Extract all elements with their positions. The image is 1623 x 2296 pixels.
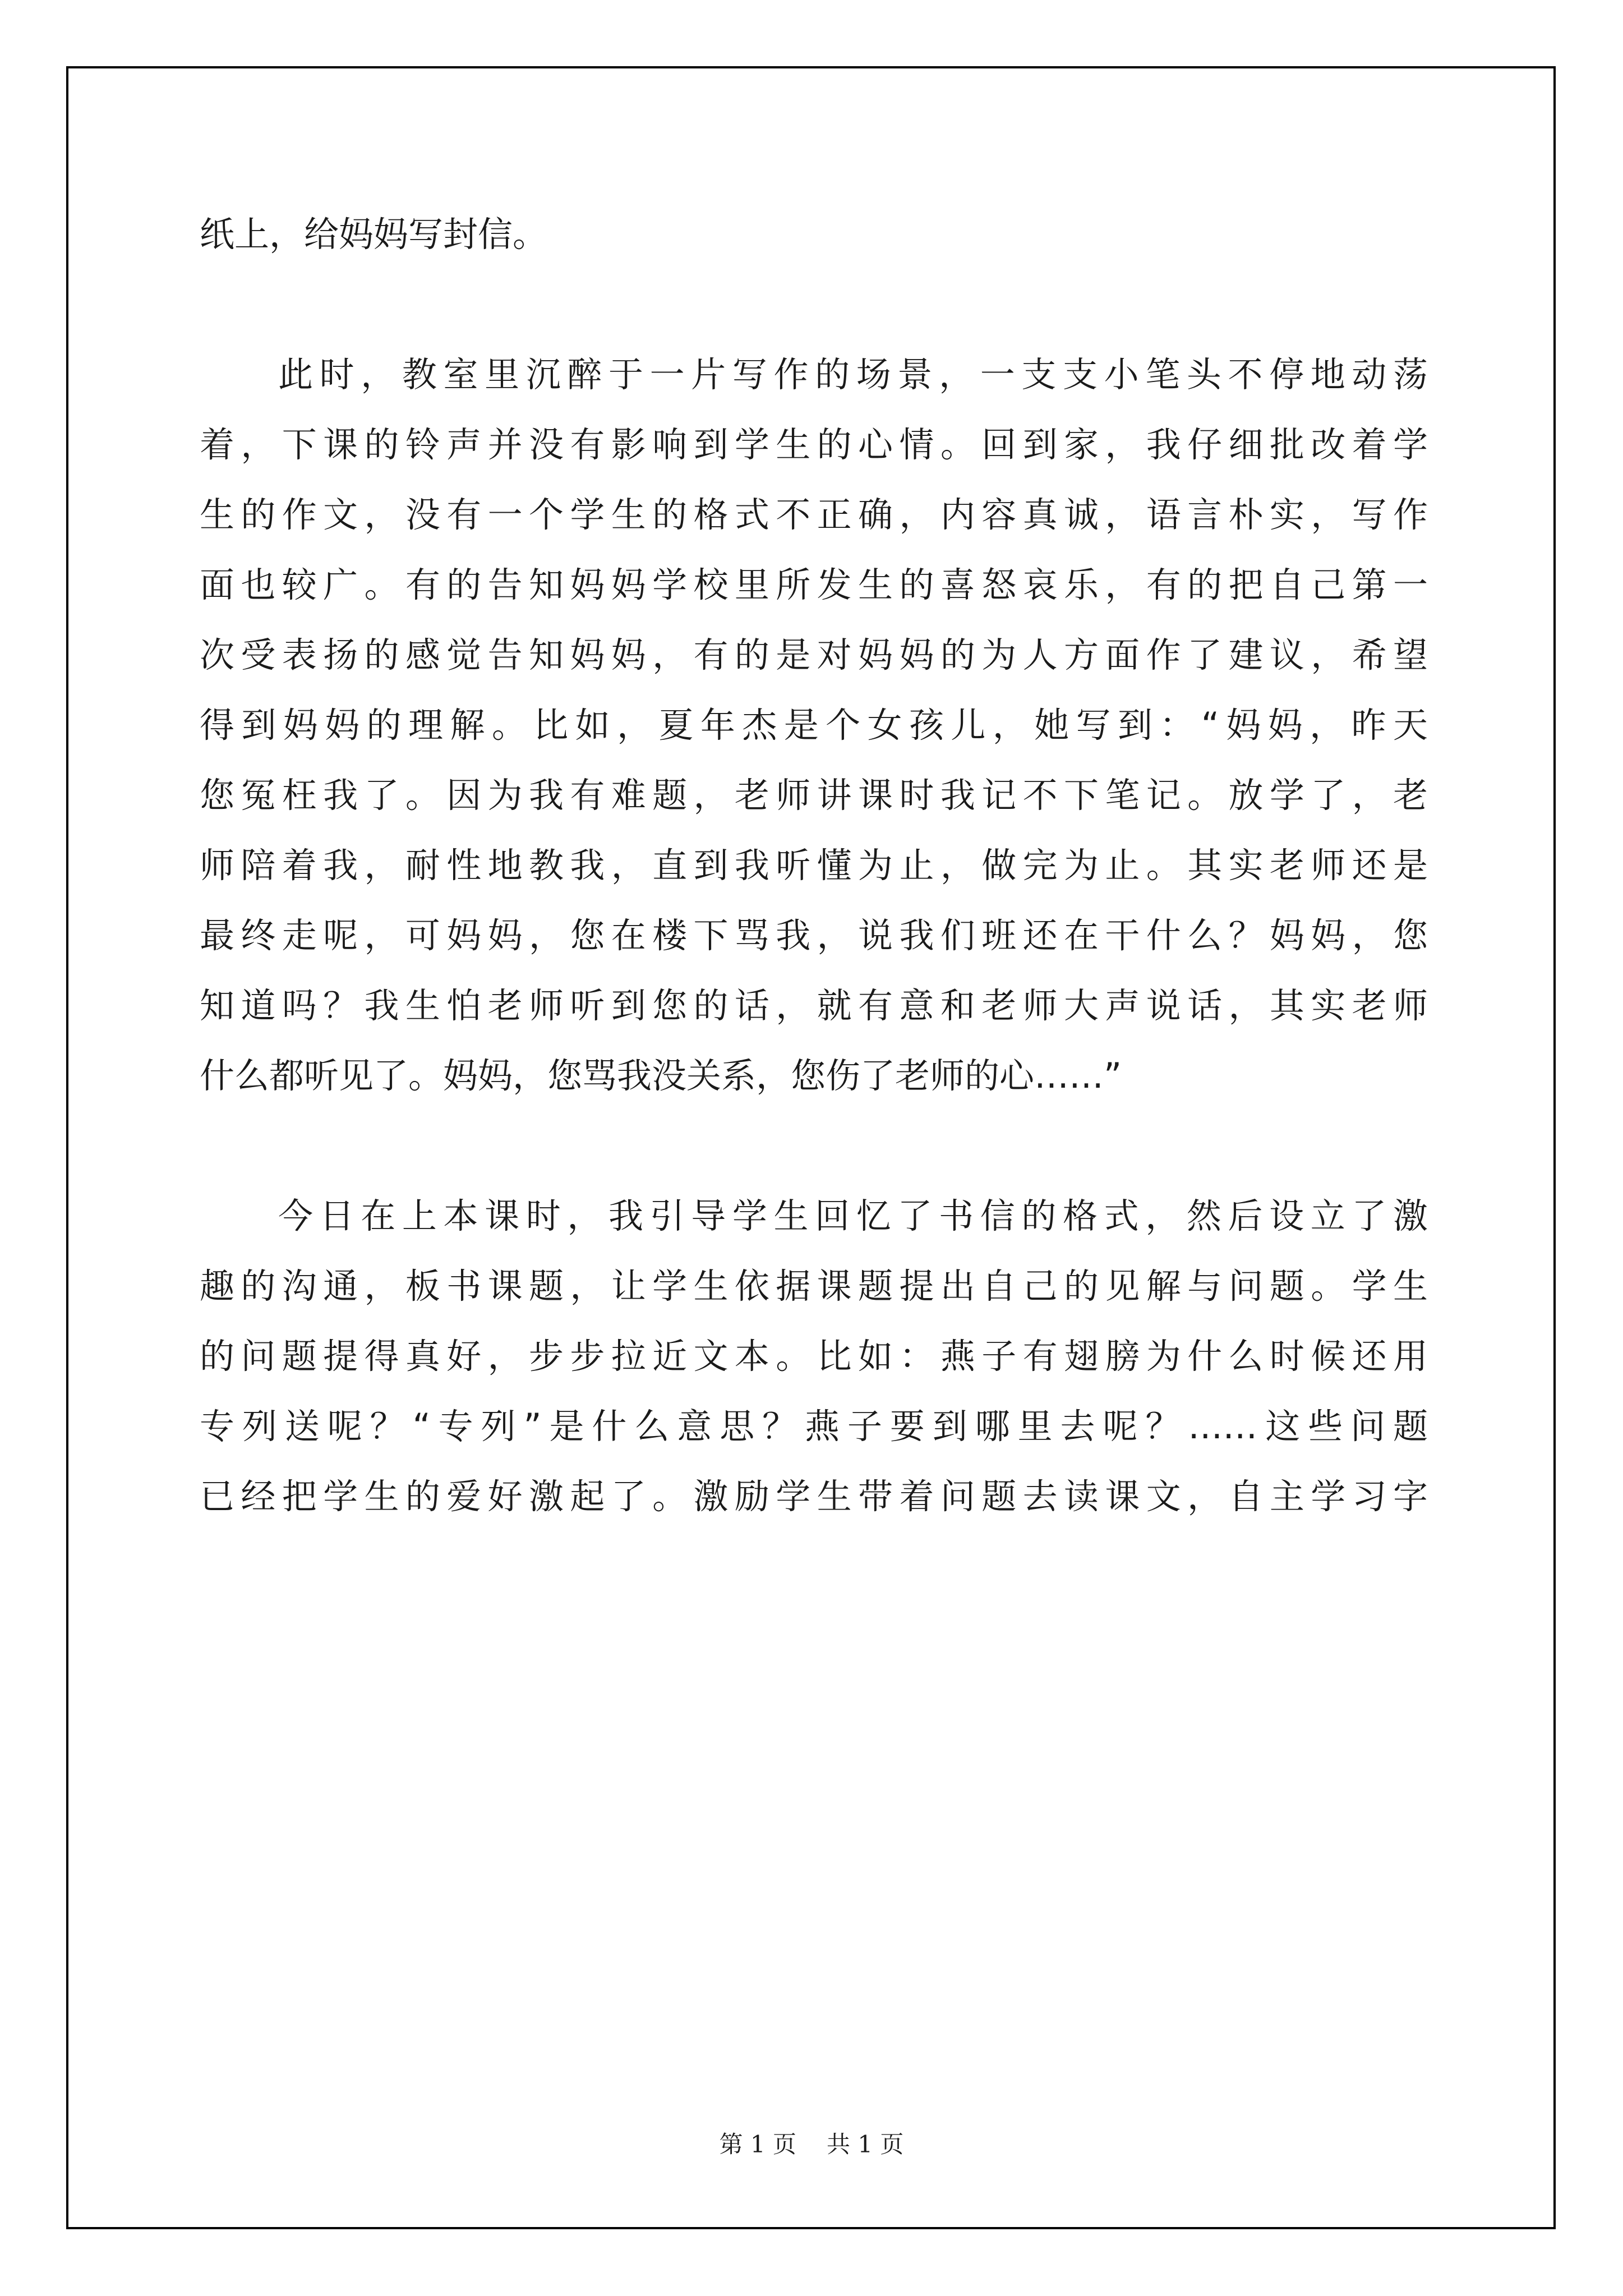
text-line: 您冤枉我了。因为我有难题，老师讲课时我记不下笔记。放学了，老 [200, 775, 1428, 816]
text-line: 专列送呢？“专列”是什么意思？燕子要到哪里去呢？……这些问题 [200, 1406, 1428, 1447]
text-line: 什么都听见了。妈妈，您骂我没关系，您伤了老师的心……” [200, 1055, 1122, 1096]
text-line: 面也较广。有的告知妈妈学校里所发生的喜怒哀乐，有的把自己第一 [200, 564, 1428, 605]
document-body [200, 199, 1428, 1602]
text-line: 今日在上本课时，我引导学生回忆了书信的格式，然后设立了激 [278, 1195, 1428, 1236]
page-number: 第 1 页 [719, 2131, 796, 2158]
page-footer [0, 2126, 1623, 2160]
text-line: 次受表扬的感觉告知妈妈，有的是对妈妈的为人方面作了建议，希望 [200, 634, 1428, 675]
text-line: 师陪着我，耐性地教我，直到我听懂为止，做完为止。其实老师还是 [200, 845, 1428, 886]
text-line: 生的作文，没有一个学生的格式不正确，内容真诚，语言朴实，写作 [200, 494, 1428, 535]
text-line: 已经把学生的爱好激起了。激励学生带着问题去读课文，自主学习字 [200, 1476, 1428, 1517]
text-line: 趣的沟通，板书课题，让学生依据课题提出自己的见解与问题。学生 [200, 1266, 1428, 1306]
text-line: 最终走呢，可妈妈，您在楼下骂我，说我们班还在干什么？妈妈，您 [200, 915, 1428, 956]
paragraph-1 [200, 199, 1428, 269]
text-line: 着，下课的铃声并没有影响到学生的心情。回到家，我仔细批改着学 [200, 424, 1428, 465]
text-line: 的问题提得真好，步步拉近文本。比如：燕子有翅膀为什么时候还用 [200, 1336, 1428, 1377]
text-line: 知道吗？我生怕老师听到您的话，就有意和老师大声说话，其实老师 [200, 985, 1428, 1026]
text-line: 此时，教室里沉醉于一片写作的场景，一支支小笔头不停地动荡 [278, 354, 1428, 395]
paragraph-3 [200, 1181, 1428, 1531]
text-line: 纸上，给妈妈写封信。 [200, 214, 548, 255]
paragraph-2 [200, 339, 1428, 1111]
page-count: 共 1 页 [827, 2131, 904, 2158]
text-line: 得到妈妈的理解。比如，夏年杰是个女孩儿，她写到：“妈妈，昨天 [200, 705, 1428, 746]
